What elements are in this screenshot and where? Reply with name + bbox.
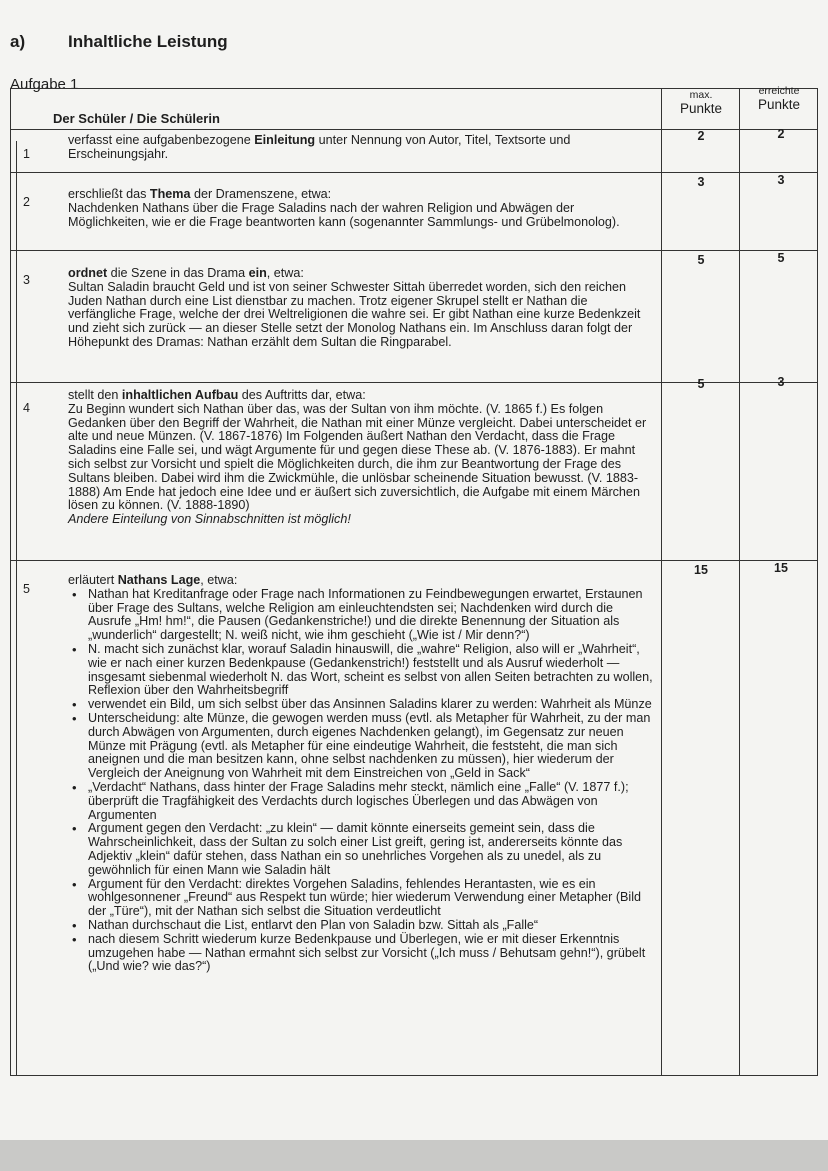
- max-points: 5: [697, 377, 705, 391]
- row-number: 5: [23, 582, 30, 596]
- criterion-keyword: inhaltlichen Aufbau: [121, 388, 239, 402]
- criterion-body: Zu Beginn wundert sich Nathan über das, was der Sultan von ihm möchte. (V. 1865 f.) Es folgen Gedanken über den Begriff der Wahrheit, die Nathan mit einer Münze vergleicht. Dabei unterscheidet er alte und neue Münzen. (V. 1867-1876) Im Folgenden äußert Nathan den Verdacht, dass die Frage Saladins eine Falle sei, und wägt Argumente für und gegen diese These ab. (V. 1876-1883). Er mahnt sich selbst zur Vorsicht und spielt die Möglichkeiten durch, die ihm zur Beantwortung der Frage des Sultans bleiben. Dabei wird ihm die Zwickmühle, die unlösbar scheinende Situation bewusst. (V. 1883-1888) Am Ende hat jedoch eine Idee und er äußert sich zuversichtlich, die Aufgabe mit einem Märchen lösen zu können. (V. 1888-1890): [68, 401, 647, 513]
- row-number: 3: [23, 273, 30, 287]
- grading-table: [10, 85, 818, 1076]
- criterion-keyword: Thema: [149, 187, 191, 201]
- criterion-text: erläutert: [68, 573, 118, 587]
- row-divider: [11, 172, 817, 173]
- header-got-bottom: Punkte: [757, 97, 801, 112]
- criterion-body: Sultan Saladin braucht Geld und ist von seiner Schwester Sittah überredet worden, sich den reichen Juden Nathan durch eine List dienstbar zu machen. Trotz eigener Skrupel stellt er Nathan die verfängliche Frage, welche der drei Weltreligionen die wahre sei. Er gibt Nathan eine kurze Bedenkzeit und zieht sich zurück — an dieser Stelle setzt der Monolog Nathans ein. Im Anschluss daran folgt der Höhepunkt des Dramas: Nathan erzählt dem Sultan die Ringparabel.: [68, 279, 641, 349]
- max-points: 2: [697, 129, 705, 143]
- criterion-text: erschließt das: [68, 187, 150, 201]
- criterion-text: der Dramenszene, etwa:: [190, 187, 332, 201]
- task-label: Aufgabe 1: [10, 76, 79, 93]
- criterion-keyword: Nathans Lage: [117, 573, 201, 587]
- criterion-text: , etwa:: [266, 266, 304, 280]
- row-number: 4: [23, 401, 30, 415]
- achieved-points: 5: [777, 251, 785, 265]
- list-item: • N. macht sich zunächst klar, worauf Saladin hinauswill, die „wahre“ Religion, also will er „Wahrheit“, wie er nach einer kurzen Bedenkpause (Gedankenstrich!) feststellt und als Ausruf wiederholt — insgesamt siebenmal wiederholt N. das Wort, scheint es selbst von allen Seiten betrachten zu wollen, Reflexion über den Wahrheitsbegriff: [68, 643, 658, 698]
- header-max-top: max.: [689, 89, 713, 101]
- achieved-points: 15: [774, 561, 788, 575]
- row-divider: [11, 250, 817, 251]
- criterion-4: [68, 389, 658, 527]
- criterion-5: [68, 574, 658, 974]
- criterion-keyword: ordnet: [68, 266, 108, 280]
- header-achieved-points: [743, 85, 815, 112]
- achieved-points: 3: [777, 375, 785, 389]
- section-title: Inhaltliche Leistung: [68, 32, 228, 51]
- criterion-text: unter Nennung von Autor, Titel, Textsorte und Erscheinungsjahr.: [68, 133, 571, 161]
- achieved-points: 2: [777, 127, 785, 141]
- criterion-1: [68, 134, 658, 162]
- page-bottom-edge: [0, 1140, 828, 1171]
- header-max-bottom: Punkte: [679, 101, 723, 116]
- section-letter: a): [10, 32, 26, 51]
- list-item: • verwendet ein Bild, um sich selbst über das Ansinnen Saladins klarer zu werden: Wahrheit als Münze: [68, 698, 658, 712]
- header-max-points: [666, 89, 736, 116]
- header-got-top: erreichte: [758, 85, 800, 97]
- list-item: • Nathan hat Kreditanfrage oder Frage nach Informationen zu Feindbewegungen erwartet, Erstaunen über Frage des Sultans, welche Religion am einleuchtendsten sei; Nachdenken wird durch die Ausrufe „Hm! hm!“, die Pausen (Gedankenstriche!) und die direkte Benennung der Situation als „wunderlich“ dargestellt; N. weiß nicht, wie ihm geschieht („Wie ist / Mir denn?“): [68, 588, 658, 643]
- list-item: • Argument gegen den Verdacht: „zu klein“ — damit könnte einerseits gemeint sein, dass die Wahrscheinlichkeit, dass der Sultan zu solch einer List greift, gering ist, andererseits könnte das Adjektiv „klein“ dafür stehen, dass Nathan ein so unehrliches Vorgehen als zu unedel, als zu gewöhnlich für einen Mann wie Saladin hält: [68, 822, 658, 877]
- criterion-text: , etwa:: [200, 573, 238, 587]
- criterion-keyword: Einleitung: [254, 133, 316, 147]
- criterion-text: die Szene in das Drama: [107, 266, 249, 280]
- lage-bullet-list: [68, 588, 658, 974]
- max-points: 15: [694, 563, 708, 577]
- list-item: • Argument für den Verdacht: direktes Vorgehen Saladins, fehlendes Herantasten, wie es ein wohlgesonnener „Freund“ aus Respekt tun würde; hier wiederum Verwendung einer Metapher (Bild der „Türe“), mit der Nathan sich selbst die Situation verdeutlicht: [68, 878, 658, 919]
- criterion-2: [68, 188, 658, 229]
- criterion-text: des Auftritts dar, etwa:: [238, 388, 366, 402]
- list-item: • nach diesem Schritt wiederum kurze Bedenkpause und Überlegen, wie er mit dieser Erkenntnis umzugehen habe — Nathan ermahnt sich selbst zur Vorsicht („Ich muss / Behutsam gehn!“), grübelt („Und wie? wie das?“): [68, 933, 658, 974]
- row-number: 2: [23, 195, 30, 209]
- max-points: 3: [697, 175, 705, 189]
- criterion-text: stellt den: [68, 388, 122, 402]
- criterion-keyword: ein: [248, 266, 267, 280]
- column-divider-max: [661, 89, 662, 1075]
- criterion-note: Andere Einteilung von Sinnabschnitten ist möglich!: [68, 512, 351, 527]
- column-divider-got: [739, 89, 740, 1075]
- max-points: 5: [697, 253, 705, 267]
- row-divider: [11, 560, 817, 561]
- list-item: • „Verdacht“ Nathans, dass hinter der Frage Saladins mehr steckt, nämlich eine „Falle“ (V. 1877 f.); überprüft die Tragfähigkeit des Verdachts durch logisches Überlegen und das Abwägen von Argumenten: [68, 781, 658, 822]
- row-number: 1: [23, 147, 30, 161]
- criterion-body: Nachdenken Nathans über die Frage Saladins nach der wahren Religion und Abwägen der Möglichkeiten, wie er die Frage beantworten kann (sogenannter Sammlungs- und Grübelmonolog).: [68, 200, 620, 229]
- criterion-3: [68, 267, 658, 350]
- criterion-text: verfasst eine aufgabenbezogene: [68, 133, 255, 147]
- list-item: • Unterscheidung: alte Münze, die gewogen werden muss (evtl. als Metapher für Wahrheit, zu der man durch Abwägen von Argumenten, durch eigenes Nachdenken gelangt), im Gegensatz zur neuen Münze mit Prägung (evtl. als Metapher für eine eindeutige Wahrheit, die feststeht, die man sich aneignen und die man besitzen kann, ohne selbst nachdenken zu müssen), hier wiederum der Vergleich der Aneignung von Wahrheit mit dem Einstreichen von „Geld in Sack“: [68, 712, 658, 781]
- list-item: • Nathan durchschaut die List, entlarvt den Plan von Saladin bzw. Sittah als „Falle“: [68, 919, 658, 933]
- column-divider-num: [16, 141, 17, 1075]
- header-student: Der Schüler / Die Schülerin: [53, 111, 220, 126]
- achieved-points: 3: [777, 173, 785, 187]
